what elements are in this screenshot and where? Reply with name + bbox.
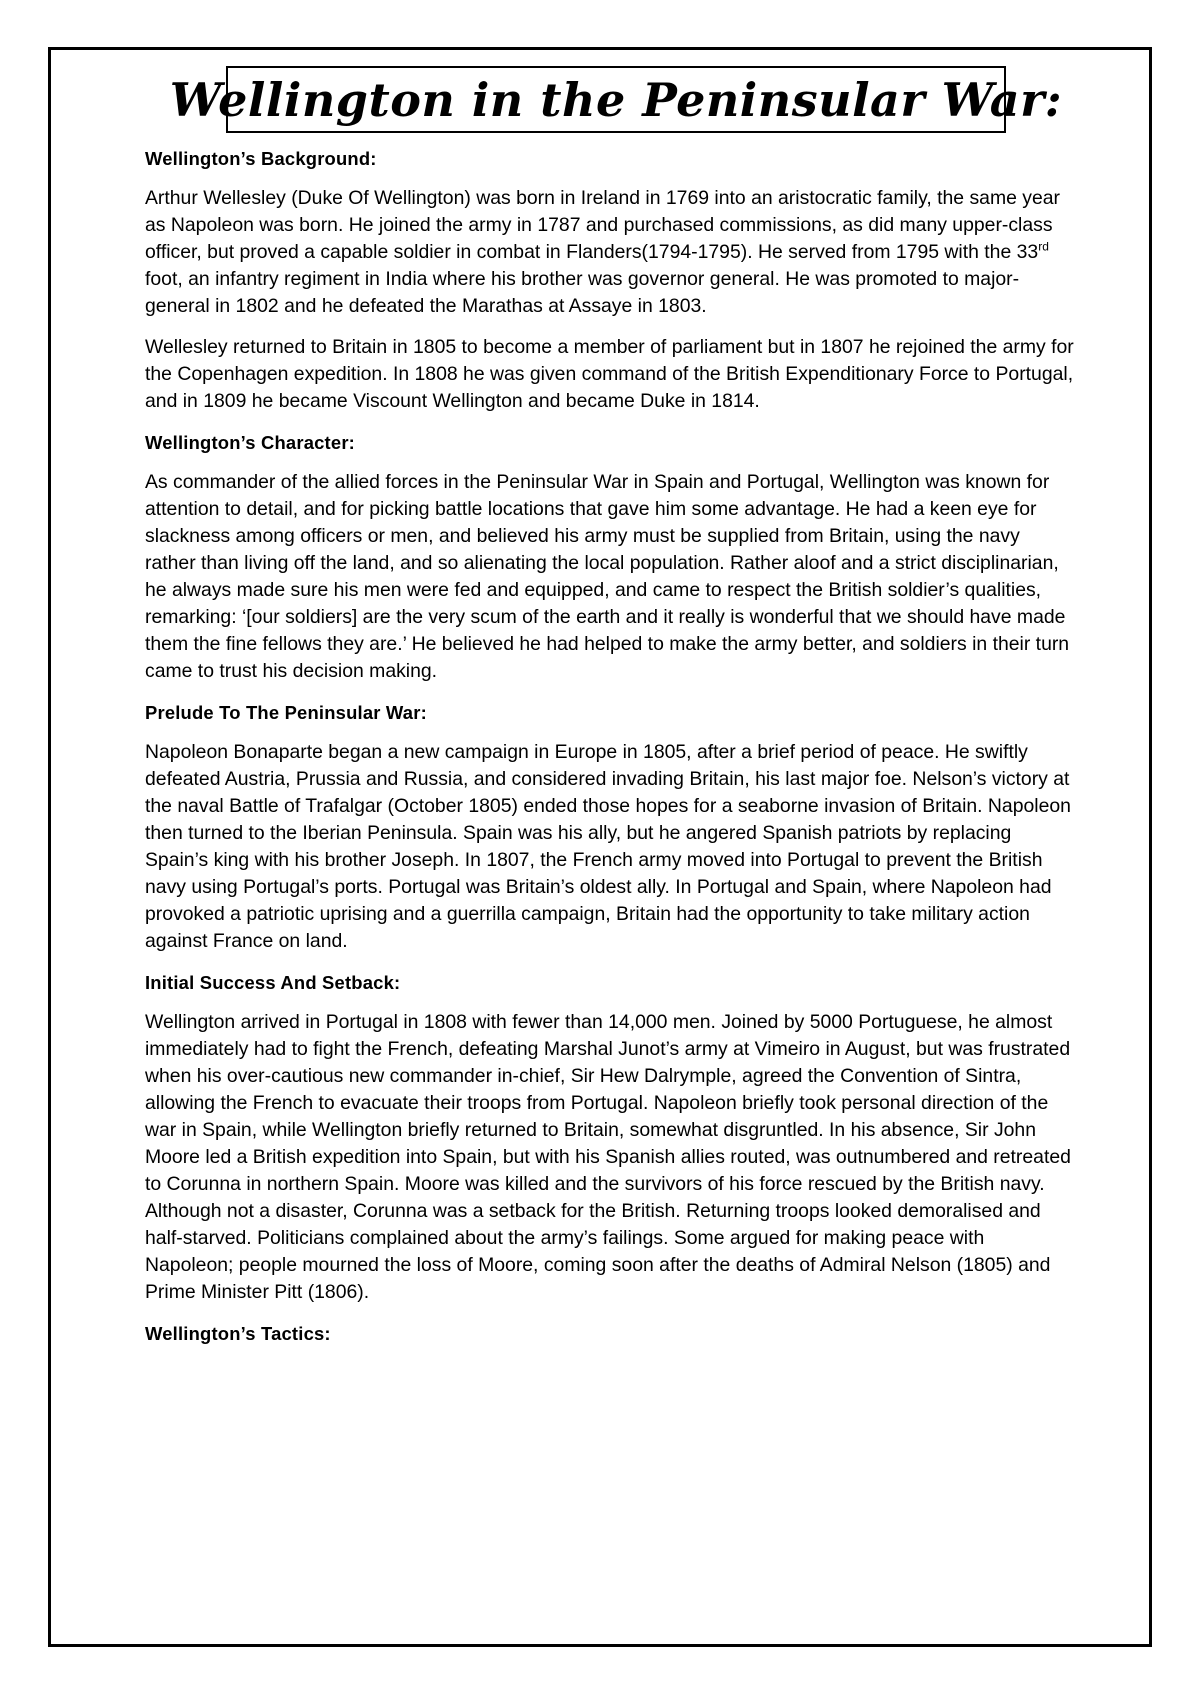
paragraph-text: Arthur Wellesley (Duke Of Wellington) was born in Ireland in 1769 into an aristocratic family, the same year as Napoleon was born. He joined the army in 1787 and purchased commissions, as did many upper-class officer, but proved a capable soldier in combat in Flanders(1794-1795). He served from 1795 with the 33 bbox=[145, 187, 1060, 263]
section-heading: Initial Success And Setback: bbox=[145, 972, 401, 993]
section-heading: Wellington’s Tactics: bbox=[145, 1323, 331, 1344]
title-box bbox=[169, 66, 1063, 133]
section-background bbox=[145, 145, 1075, 415]
paragraph: As commander of the allied forces in the Peninsular War in Spain and Portugal, Wellington was known for attention to detail, and for picking battle locations that gave him some advantage. He had a keen eye for slackness among officers or men, and believed his army must be supplied from Britain, using the navy rather than living off the land, and so alienating the local population. Rather aloof and a strict disciplinarian, he always made sure his men were fed and equipped, and came to respect the British soldier’s qualities, remarking: ‘[our soldiers] are the very scum of the earth and it really is wonderful that we should have made them the fine fellows they are.’ He believed he had helped to make the army better, and soldiers in their turn came to trust his decision making. bbox=[145, 471, 1070, 682]
paragraph: Napoleon Bonaparte began a new campaign in Europe in 1805, after a brief period of peace. He swiftly defeated Austria, Prussia and Russia, and considered invading Britain, his last major foe. Nelson’s victory at the naval Battle of Trafalgar (October 1805) ended those hopes for a seaborne invasion of Britain. Napoleon then turned to the Iberian Peninsula. Spain was his ally, but he angered Spanish patriots by replacing Spain’s king with his brother Joseph. In 1807, the French army moved into Portugal to prevent the British navy using Portugal’s ports. Portugal was Britain’s oldest ally. In Portugal and Spain, where Napoleon had provoked a patriotic uprising and a guerrilla campaign, Britain had the opportunity to take military action against France on land. bbox=[145, 741, 1071, 952]
section-character bbox=[145, 429, 1075, 685]
section-heading: Wellington’s Character: bbox=[145, 432, 355, 453]
document-title: Wellington in the Peninsular War: bbox=[169, 72, 1063, 127]
paragraph: Wellington arrived in Portugal in 1808 with fewer than 14,000 men. Joined by 5000 Portuguese, he almost immediately had to fight the French, defeating Marshal Junot’s army at Vimeiro in August, but was frustrated when his over-cautious new commander in-chief, Sir Hew Dalrymple, agreed the Convention of Sintra, allowing the French to evacuate their troops from Portugal. Napoleon briefly took personal direction of the war in Spain, while Wellington briefly returned to Britain, somewhat disgruntled. In his absence, Sir John Moore led a British expedition into Spain, but with his Spanish allies routed, was outnumbered and retreated to Corunna in northern Spain. Moore was killed and the survivors of his force rescued by the British navy. Although not a disaster, Corunna was a setback for the British. Returning troops looked demoralised and half-starved. Politicians complained about the army’s failings. Some argued for making peace with Napoleon; people mourned the loss of Moore, coming soon after the deaths of Admiral Nelson (1805) and Prime Minister Pitt (1806). bbox=[145, 1011, 1071, 1303]
ordinal-superscript: rd bbox=[1038, 239, 1049, 254]
section-initial-success bbox=[145, 969, 1075, 1306]
section-heading: Wellington’s Background: bbox=[145, 148, 377, 169]
document-body bbox=[145, 145, 1075, 1360]
paragraph: Wellesley returned to Britain in 1805 to become a member of parliament but in 1807 he rejoined the army for the Copenhagen expedition. In 1808 he was given command of the British Expenditionary Force to Portugal, and in 1809 he became Viscount Wellington and became Duke in 1814. bbox=[145, 336, 1074, 412]
paragraph-text: foot, an infantry regiment in India where his brother was governor general. He was promoted to major-general in 1802 and he defeated the Marathas at Assaye in 1803. bbox=[145, 268, 1020, 317]
section-prelude bbox=[145, 699, 1075, 955]
section-heading: Prelude To The Peninsular War: bbox=[145, 702, 427, 723]
paragraph bbox=[145, 185, 1075, 320]
section-tactics bbox=[145, 1320, 1075, 1347]
